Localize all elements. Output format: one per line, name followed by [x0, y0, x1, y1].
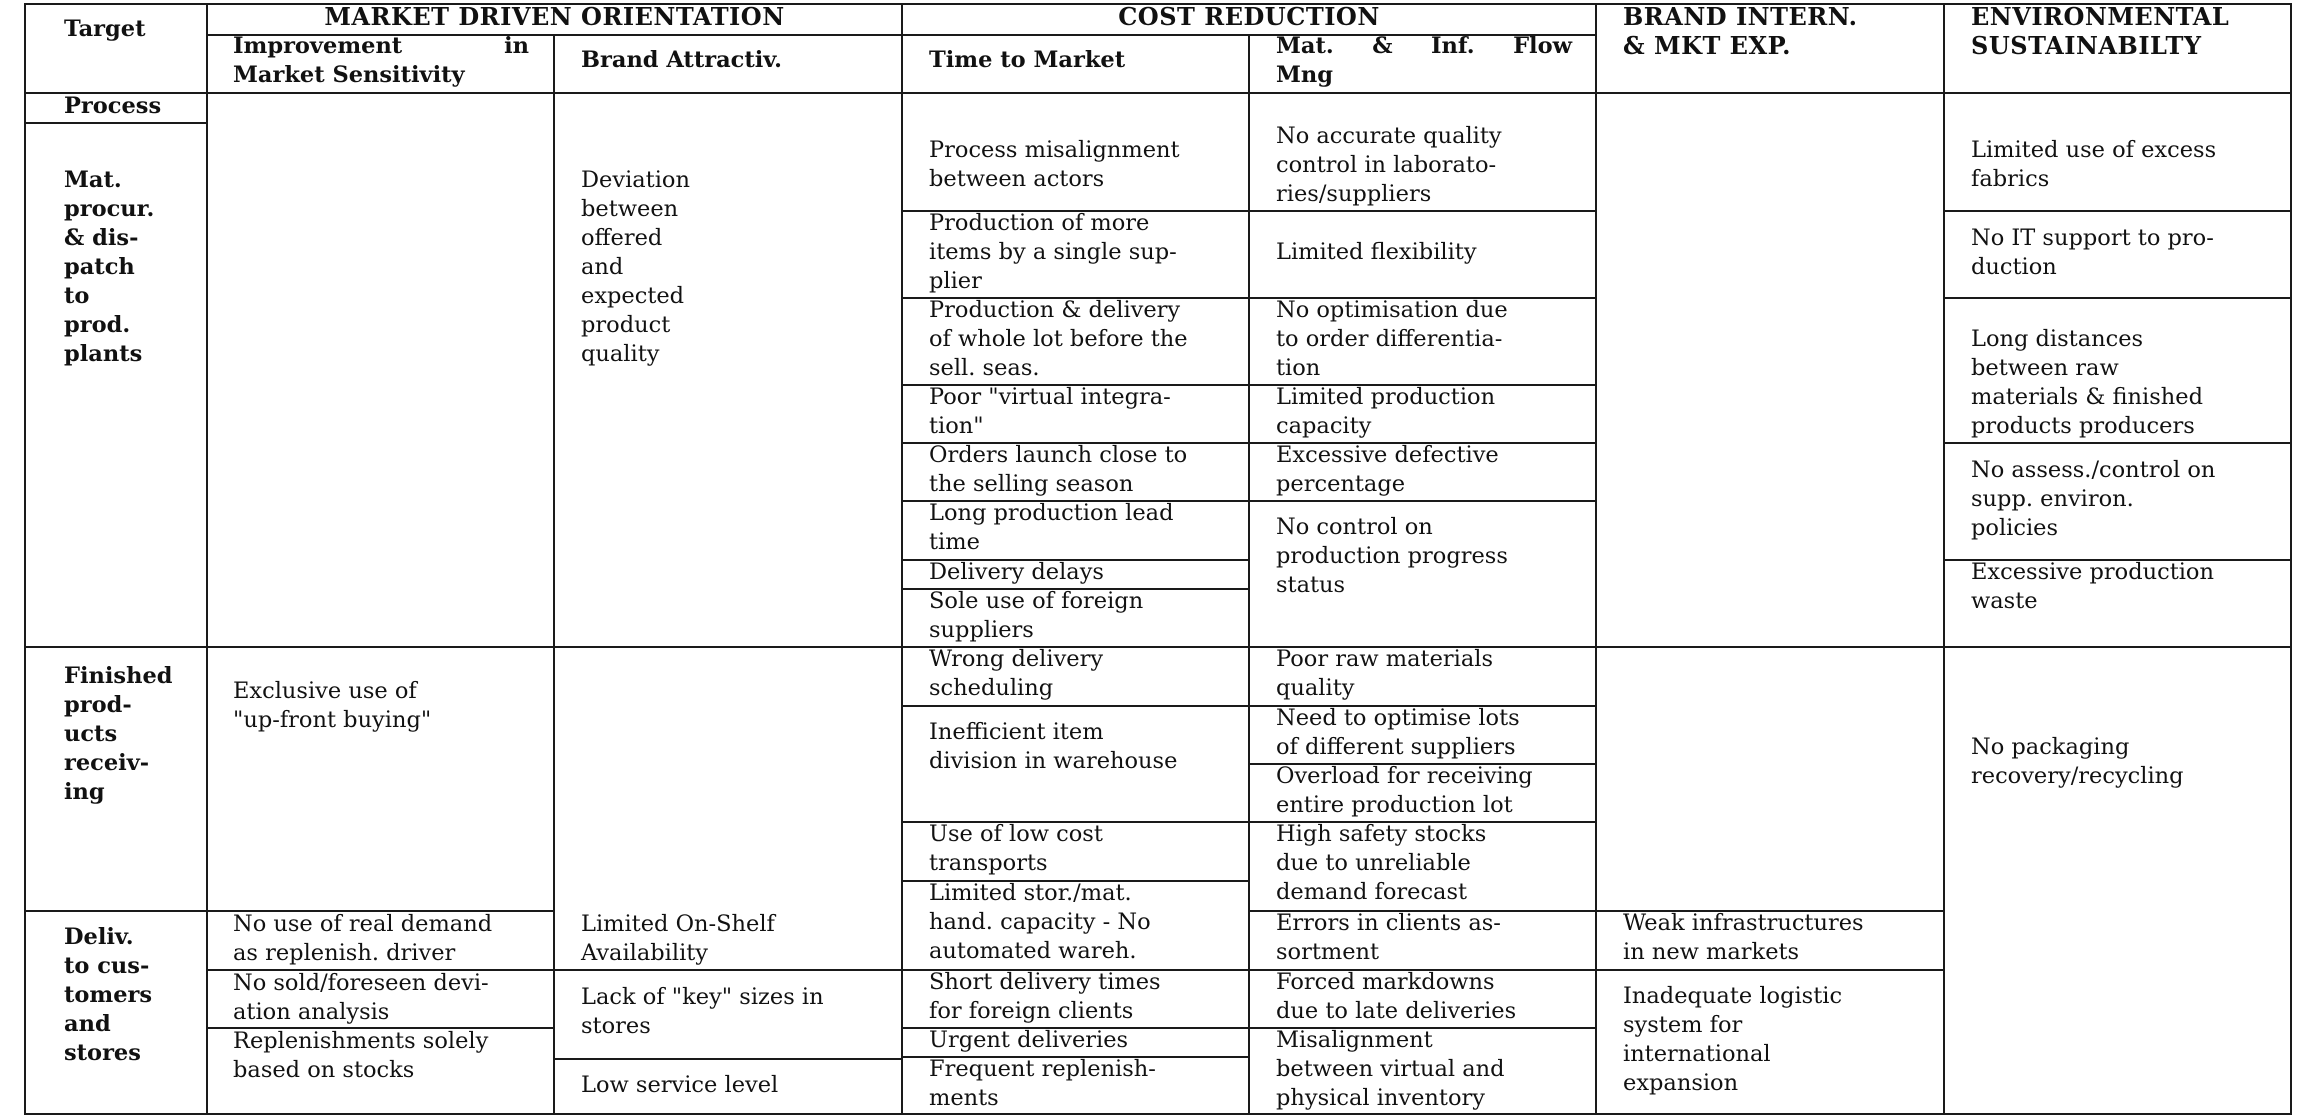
header-process: Process — [64, 93, 162, 119]
improvement-cell: No use of real demand as replenish. driver — [233, 911, 493, 966]
time-to-market-cell: Short delivery times for foreign clients — [929, 969, 1161, 1024]
grid-line — [1595, 3, 1597, 1115]
environmental-cell: Limited use of excess fabrics — [1971, 137, 2217, 192]
grid-line — [24, 1113, 2292, 1115]
grid-line — [1595, 969, 1945, 971]
environmental-cell: Long distances between raw materials & finished products producers — [1971, 326, 2203, 439]
process-finished-products: Finished prod- ucts receiv- ing — [64, 663, 173, 805]
environmental-cell: No packaging recovery/recycling — [1971, 734, 2184, 789]
mat-flow-cell: Misalignment between virtual and physical inventory — [1276, 1027, 1505, 1111]
header-cost-reduction: COST REDUCTION — [1118, 2, 1380, 31]
time-to-market-cell: Long production lead time — [929, 500, 1174, 555]
grid-line — [553, 1058, 903, 1060]
brand-attractiveness-cell: Low service level — [581, 1072, 779, 1098]
improvement-cell: Exclusive use of "up-front buying" — [233, 678, 432, 733]
process-delivery: Deliv. to cus- tomers and stores — [64, 924, 153, 1066]
grid-line — [901, 705, 1250, 707]
time-to-market-cell: Production of more items by a single sup- plier — [929, 210, 1177, 294]
mat-flow-cell: No optimisation due to order differentia- tion — [1276, 297, 1508, 381]
environmental-cell: Excessive production waste — [1971, 559, 2214, 614]
mat-flow-cell: Limited flexibility — [1276, 239, 1477, 265]
header-improvement-line1: Improvement in — [233, 33, 529, 59]
grid-line — [24, 3, 26, 1115]
mat-flow-cell: Excessive defective percentage — [1276, 442, 1499, 497]
time-to-market-cell: Process misalignment between actors — [929, 137, 1180, 192]
brand-attractiveness-cell: Deviation between offered and expected product quality — [581, 167, 690, 367]
time-to-market-cell: Inefficient item division in warehouse — [929, 719, 1178, 774]
mat-flow-cell: Forced markdowns due to late deliveries — [1276, 969, 1517, 1024]
time-to-market-cell: Wrong delivery scheduling — [929, 646, 1104, 701]
brand-intern-cell: Inadequate logistic system for international expansion — [1623, 983, 1843, 1096]
mat-flow-cell: Limited production capacity — [1276, 384, 1496, 439]
grid-line — [24, 122, 208, 124]
environmental-cell: No IT support to pro- duction — [1971, 225, 2214, 280]
brand-attractiveness-cell: Lack of "key" sizes in stores — [581, 984, 824, 1039]
grid-line — [1943, 297, 2292, 299]
mat-flow-cell: Need to optimise lots of different suppliers — [1276, 705, 1520, 760]
mat-flow-cell: No accurate quality control in laborato- ries/suppliers — [1276, 123, 1502, 207]
mat-flow-cell: Overload for receiving entire production lot — [1276, 763, 1533, 818]
header-brand-attractiveness: Brand Attractiv. — [581, 47, 782, 73]
improvement-cell: Replenishments solely based on stocks — [233, 1028, 489, 1083]
time-to-market-cell: Poor "virtual integra- tion" — [929, 384, 1171, 439]
time-to-market-cell: Frequent replenish- ments — [929, 1056, 1156, 1111]
header-market-driven: MARKET DRIVEN ORIENTATION — [324, 2, 785, 31]
brand-intern-cell: Weak infrastructures in new markets — [1623, 910, 1864, 965]
grid-line — [1248, 35, 1250, 1115]
grid-line — [24, 92, 2292, 94]
grid-line — [553, 969, 903, 971]
time-to-market-cell: Use of low cost transports — [929, 821, 1103, 876]
process-mat-procurement: Mat. procur. & dis- patch to prod. plants — [64, 167, 155, 367]
header-mat-flow-line2: Mng — [1276, 62, 1333, 88]
time-to-market-cell: Delivery delays — [929, 559, 1104, 585]
grid-line — [1248, 500, 1597, 502]
environmental-cell: No assess./control on supp. environ. policies — [1971, 457, 2216, 541]
mat-flow-cell: Poor raw materials quality — [1276, 646, 1494, 701]
grid-line — [1943, 442, 2292, 444]
grid-line — [553, 35, 555, 1115]
header-target: Target — [64, 16, 146, 42]
time-to-market-cell: Production & delivery of whole lot before the sell. seas. — [929, 297, 1188, 381]
brand-attractiveness-cell: Limited On-Shelf Availability — [581, 911, 775, 966]
mat-flow-cell: High safety stocks due to unreliable demand forecast — [1276, 821, 1487, 905]
header-time-to-market: Time to Market — [929, 47, 1126, 73]
time-to-market-cell: Orders launch close to the selling season — [929, 442, 1188, 497]
header-mat-flow-line1: Mat. & Inf. Flow — [1276, 33, 1572, 59]
time-to-market-cell: Limited stor./mat. hand. capacity - No automated wareh. — [929, 880, 1151, 964]
time-to-market-cell: Sole use of foreign suppliers — [929, 588, 1144, 643]
mat-flow-cell: Errors in clients as- sortment — [1276, 910, 1501, 965]
grid-line — [1943, 210, 2292, 212]
grid-line — [206, 3, 208, 1115]
header-improvement-line2: Market Sensitivity — [233, 62, 465, 88]
mat-flow-cell: No control on production progress status — [1276, 514, 1508, 598]
header-brand-intern: BRAND INTERN. & MKT EXP. — [1623, 2, 1858, 60]
header-environmental: ENVIRONMENTAL SUSTAINABILTY — [1971, 2, 2230, 60]
improvement-cell: No sold/foreseen devi- ation analysis — [233, 970, 489, 1025]
grid-line — [1248, 210, 1597, 212]
time-to-market-cell: Urgent deliveries — [929, 1027, 1129, 1053]
